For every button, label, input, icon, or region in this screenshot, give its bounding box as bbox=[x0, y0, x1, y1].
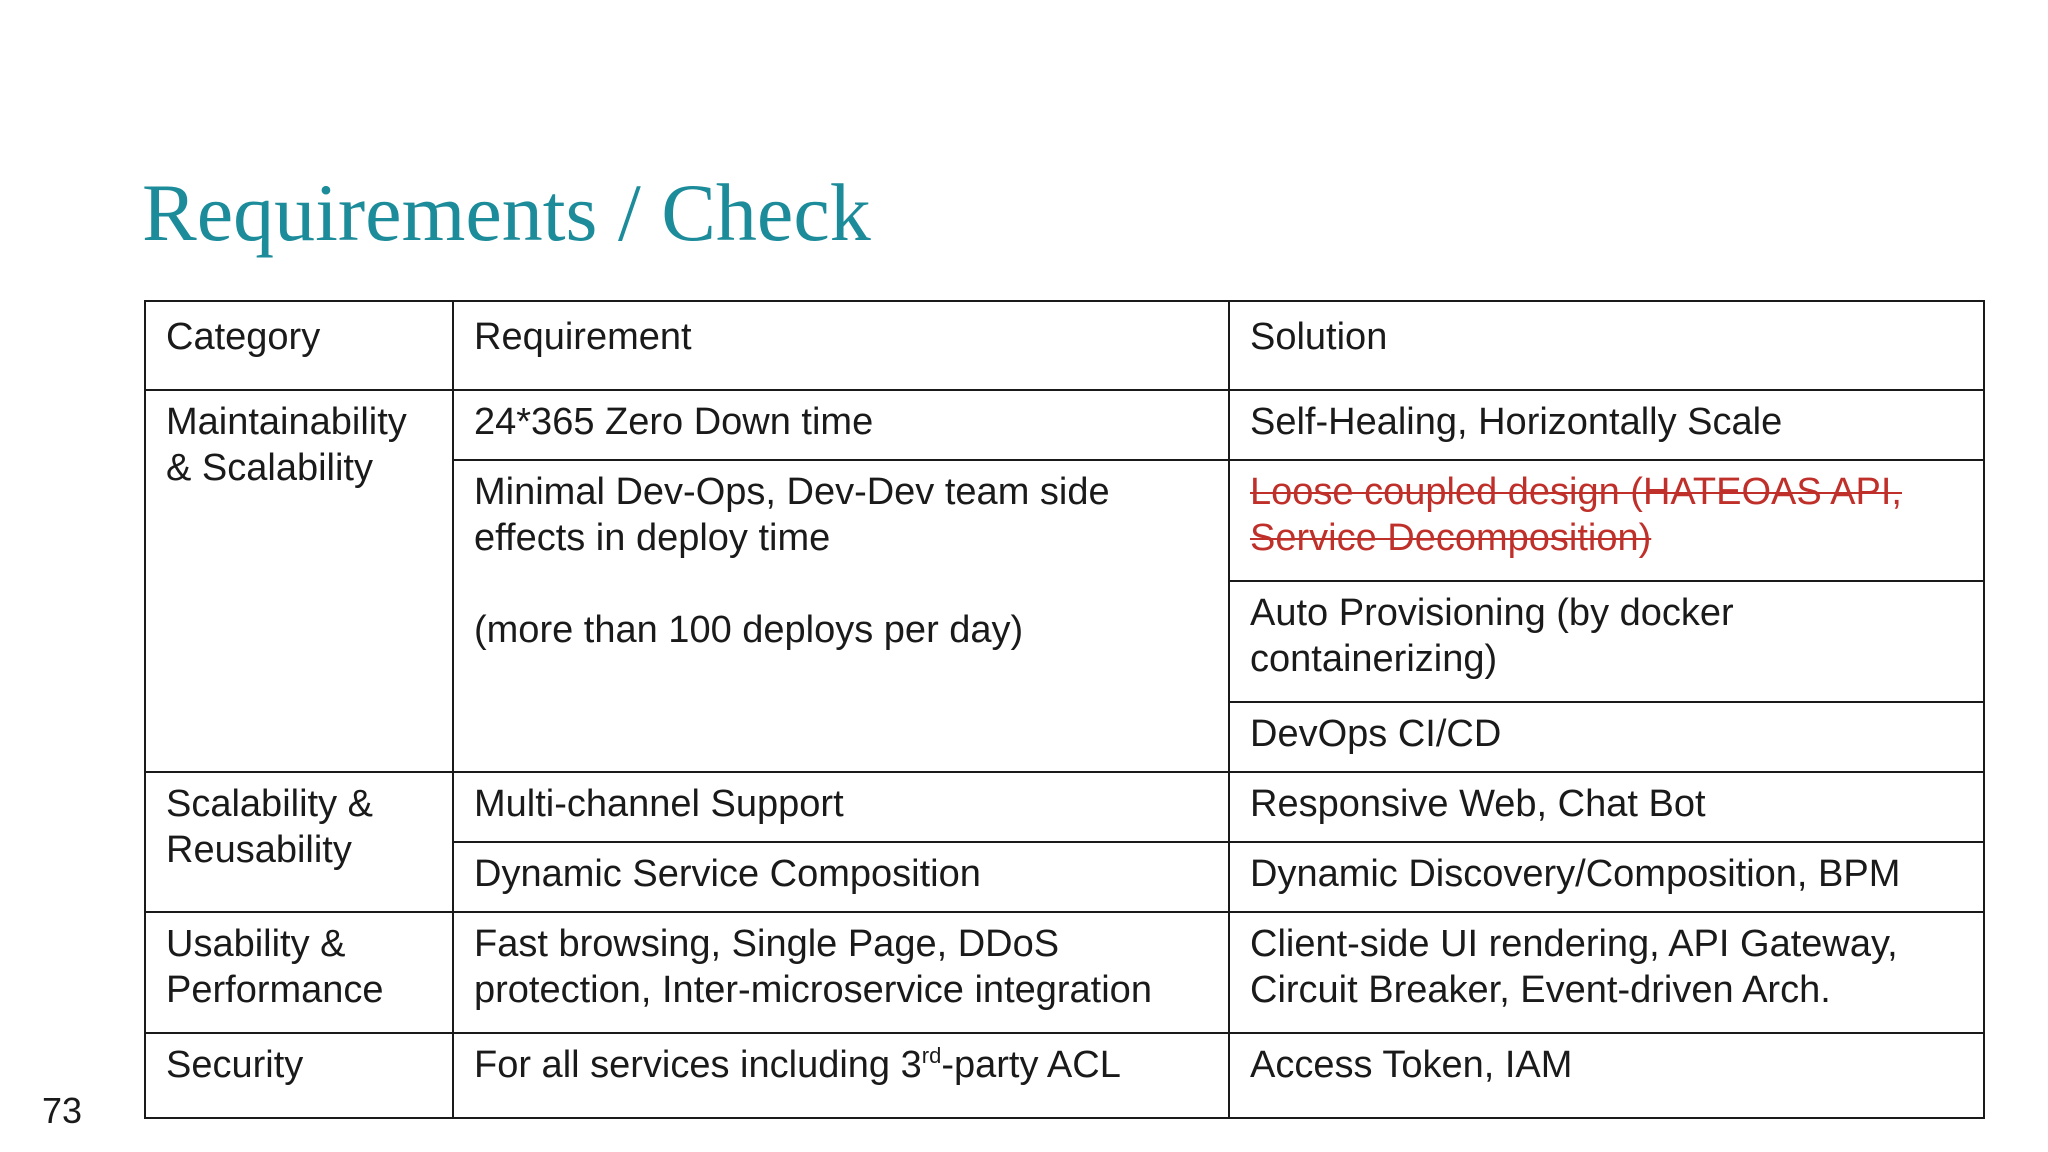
category-maintainability-scalability: Maintainability & Scalability bbox=[145, 390, 453, 772]
requirement-minimal-devops bbox=[453, 460, 1229, 772]
solution-responsive-web: Responsive Web, Chat Bot bbox=[1229, 772, 1984, 842]
page-number: 73 bbox=[42, 1090, 83, 1131]
requirement-security-post: -party ACL bbox=[941, 1044, 1121, 1086]
solution-client-side: Client-side UI rendering, API Gateway, Circuit Breaker, Event-driven Arch. bbox=[1229, 912, 1984, 1033]
table-row bbox=[145, 1033, 1984, 1118]
category-scalability-reusability: Scalability & Reusability bbox=[145, 772, 453, 912]
requirement-fast-browsing: Fast browsing, Single Page, DDoS protection, Inter-microservice integration bbox=[453, 912, 1229, 1033]
solution-dynamic-discovery: Dynamic Discovery/Composition, BPM bbox=[1229, 842, 1984, 912]
solution-loose-coupled bbox=[1229, 460, 1984, 581]
solution-self-healing: Self-Healing, Horizontally Scale bbox=[1229, 390, 1984, 460]
category-security: Security bbox=[145, 1033, 453, 1118]
header-requirement: Requirement bbox=[453, 301, 1229, 390]
requirement-minimal-devops-text: Minimal Dev-Ops, Dev-Dev team side effects in deploy time bbox=[474, 471, 1110, 559]
solution-auto-provisioning: Auto Provisioning (by docker containerizing) bbox=[1229, 581, 1984, 702]
requirement-deploys-per-day: (more than 100 deploys per day) bbox=[474, 609, 1024, 651]
table-header-row bbox=[145, 301, 1984, 390]
requirements-table bbox=[144, 300, 1985, 1119]
requirement-security-superscript: rd bbox=[921, 1043, 942, 1068]
category-usability-performance: Usability & Performance bbox=[145, 912, 453, 1033]
requirement-dynamic-composition: Dynamic Service Composition bbox=[453, 842, 1229, 912]
requirement-multichannel: Multi-channel Support bbox=[453, 772, 1229, 842]
table-row bbox=[145, 912, 1984, 1033]
blank-line bbox=[474, 561, 1208, 607]
solution-loose-coupled-text: Loose coupled design (HATEOAS API, Service Decomposition) bbox=[1250, 471, 1902, 559]
header-solution: Solution bbox=[1229, 301, 1984, 390]
requirement-zero-downtime: 24*365 Zero Down time bbox=[453, 390, 1229, 460]
requirement-security bbox=[453, 1033, 1229, 1118]
solution-access-token: Access Token, IAM bbox=[1229, 1033, 1984, 1118]
table-row bbox=[145, 390, 1984, 460]
table-row bbox=[145, 772, 1984, 842]
requirement-security-pre: For all services including 3 bbox=[474, 1044, 922, 1086]
solution-devops-cicd: DevOps CI/CD bbox=[1229, 702, 1984, 772]
header-category: Category bbox=[145, 301, 453, 390]
slide-title: Requirements / Check bbox=[142, 167, 871, 258]
